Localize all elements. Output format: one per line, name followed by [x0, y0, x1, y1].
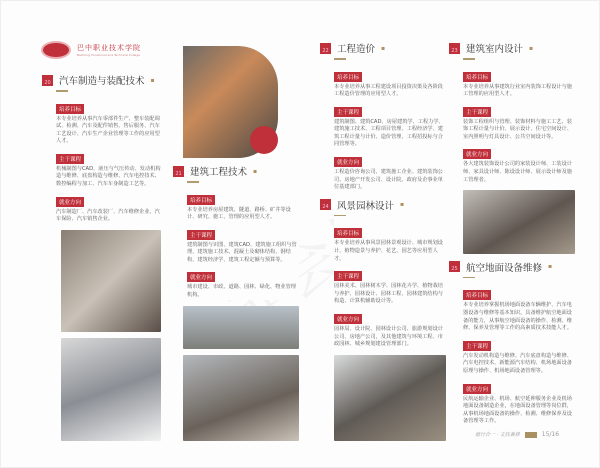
major-number: 21 — [173, 166, 184, 177]
courses-label: 主干课程 — [334, 271, 362, 281]
major-title: 航空地面设备维修 — [466, 262, 543, 274]
title-underline — [463, 58, 475, 60]
major-number: 23 — [449, 43, 460, 54]
title-dot-icon: ▪ — [400, 201, 405, 209]
footer-bar — [525, 432, 537, 438]
college-emblem-icon — [41, 41, 71, 59]
goal-label: 培养目标 — [56, 104, 84, 114]
major-section — [175, 164, 299, 300]
title-underline — [334, 58, 346, 60]
college-logo — [41, 41, 166, 59]
major-number: 25 — [449, 261, 460, 272]
footer — [475, 431, 559, 438]
interior-site-photo — [463, 190, 575, 254]
title-dot-icon: ▪ — [150, 76, 155, 84]
title-dot-icon: ▪ — [529, 44, 534, 52]
major-title: 工程造价 — [337, 44, 376, 55]
car-repair-photo — [61, 338, 161, 441]
jobs-text: 工程造价咨询公司、建筑施工企业、建筑装饰公司、房地产开发公司、设计院、政府及企事业单位基建部门。 — [334, 169, 443, 191]
goal-text: 本专业培养从事风景园林景观设计、城市规划设计、植物造景与养护、花艺、园艺等应用型人才。 — [334, 240, 443, 262]
major-section — [322, 41, 446, 192]
red-circle-decor — [250, 126, 278, 154]
courses-text: 汽车发动机构造与维修、汽车底盘构造与维修、汽车电控技术、新能源汽车结构、机场地面设备原理与操作、机场地面设备管理等。 — [463, 352, 572, 375]
major-title: 建筑工程技术 — [190, 167, 248, 178]
title-dot-icon: ▪ — [548, 263, 553, 271]
courses-label: 主干课程 — [463, 341, 491, 351]
footer-slogan: 德行合一 · 文技兼修 — [475, 432, 520, 438]
jobs-label: 就业方向 — [187, 272, 215, 282]
major-section — [322, 198, 446, 349]
courses-text: 机械制图与CAD、液压与气压传动、发动机构造与维修、底盘构造与维修、汽车电控技术、数控编程与加工、汽车车身制造工艺等。 — [56, 165, 161, 188]
title-dot-icon: ▪ — [381, 44, 386, 52]
major-title: 汽车制造与装配技术 — [59, 76, 145, 87]
garden-workers-photo — [334, 355, 446, 441]
major-title-row — [451, 41, 575, 55]
courses-label: 主干课程 — [187, 230, 215, 240]
major-title: 风景园林设计 — [337, 200, 395, 212]
major-number: 24 — [320, 199, 331, 210]
college-name: 巴中职业技术学院 — [77, 44, 141, 52]
major-title-row — [322, 41, 446, 55]
title-underline — [463, 277, 475, 279]
major-title-row — [44, 73, 164, 87]
column-2 — [175, 46, 299, 441]
jobs-label: 就业方向 — [463, 384, 491, 394]
title-underline — [187, 181, 199, 183]
goal-text: 本专业培养从事汽车零部件生产、整车装配调试、检测、汽车及配件销售、售后服务、汽车工艺设计、汽车生产企业管理等工作的应用型人才。 — [56, 115, 160, 145]
column-3 — [322, 41, 446, 441]
courses-label: 主干课程 — [56, 154, 84, 164]
column-1 — [41, 41, 166, 441]
jobs-label: 就业方向 — [56, 197, 84, 207]
major-title-row — [322, 198, 446, 212]
goal-label: 培养目标 — [463, 290, 491, 300]
goal-label: 培养目标 — [463, 72, 491, 82]
jobs-text: 汽车制造厂、汽车改装厂、汽车维修企业、汽车保险、汽车销售企业。 — [56, 208, 160, 223]
courses-label: 主干课程 — [463, 107, 491, 117]
building-site-photo — [183, 306, 299, 349]
courses-label: 主干课程 — [334, 107, 362, 117]
courses-text: 建筑制图与识图、建筑CAD、建筑施工组织与管理、建筑施工技术、混凝土及砌体结构、钢结构、建筑经济学、建筑工程定额与预算等。 — [187, 241, 297, 263]
goal-label: 培养目标 — [334, 228, 362, 238]
major-section — [44, 73, 164, 224]
major-number: 20 — [42, 75, 53, 86]
goal-text: 本专业培养从事建筑行业室内装饰工程设计与施工管理的应用型人才。 — [463, 83, 572, 98]
group-site-photo — [183, 355, 299, 441]
jobs-label: 就业方向 — [334, 314, 362, 324]
jobs-text: 各大建筑装饰设计公司的家装设计师、工装设计师、家具设计师、陈设设计师、展示设计师及施工管理者。 — [463, 161, 572, 183]
major-section — [451, 41, 575, 184]
goal-text: 本专业培养从事工程建设项目投资决策及各阶段工程造价管理的应用型人才。 — [334, 83, 443, 98]
major-section — [451, 260, 575, 426]
jobs-label: 就业方向 — [334, 157, 362, 167]
goal-label: 培养目标 — [187, 195, 215, 205]
title-underline — [56, 90, 68, 92]
title-underline — [334, 215, 346, 217]
students-engine-photo — [61, 230, 161, 333]
jobs-text: 城市建设、市政、道路、园林、绿化、物业管理机构。 — [187, 284, 296, 299]
major-title: 建筑室内设计 — [466, 44, 524, 55]
goal-text: 本专业培养掌握机场地面设备车辆维护、汽车电器设备与维修等基本知识，具备维护航空地面设备的能力，从事航空地面设备的操作、检测、维修、保养及管理等工作的高素质技术技能人才。 — [463, 302, 572, 332]
title-dot-icon: ▪ — [253, 167, 258, 175]
courses-text: 建筑制图、建筑CAD、房屋建筑学、工程力学、建筑施工技术、工程项目管理、工程经济学、建筑工程计量与计价、造价管理、工程招投标与合同管理等。 — [334, 118, 444, 148]
goal-label: 培养目标 — [334, 72, 362, 82]
jobs-label: 就业方向 — [463, 149, 491, 159]
college-name-en: Bazhong Vocational and Technical College — [77, 53, 141, 57]
goal-text: 本专业培养房屋建筑、隧道、路桥、矿井等设计、研究、施工、管理的应用型人才。 — [187, 206, 291, 221]
construction-workers-photo — [183, 46, 278, 158]
major-title-row — [451, 260, 575, 274]
major-number: 22 — [320, 43, 331, 54]
column-4 — [451, 41, 575, 426]
courses-text: 装饰工程组织与管理、装饰材料与施工工艺、装饰工程计量与计价、展示设计、住宅空间设计、室内照明与灯具设计、公共空间设计等。 — [463, 118, 572, 140]
major-title-row — [175, 164, 299, 178]
jobs-text: 园林局、设计院、园林设计公司、旅游规划设计公司、房地产公司，及其他建筑与环境工程、市政园林、城乡规划建设管理部门。 — [334, 325, 443, 348]
courses-text: 园林美术、园林树木学、园林花卉学、植物栽培与养护、园林设计、园林工程、园林建筑结构与构造、计算机辅助设计等。 — [334, 283, 443, 305]
page-number: 15/16 — [541, 431, 560, 438]
jobs-text: 民航运输企业、机场、航空延伸服务企业及机场地面设备制造企业，在地面设备管理等岗位群，从事机场地面设备的操作、检测、维修保养及设备管理等工作。 — [463, 395, 572, 425]
